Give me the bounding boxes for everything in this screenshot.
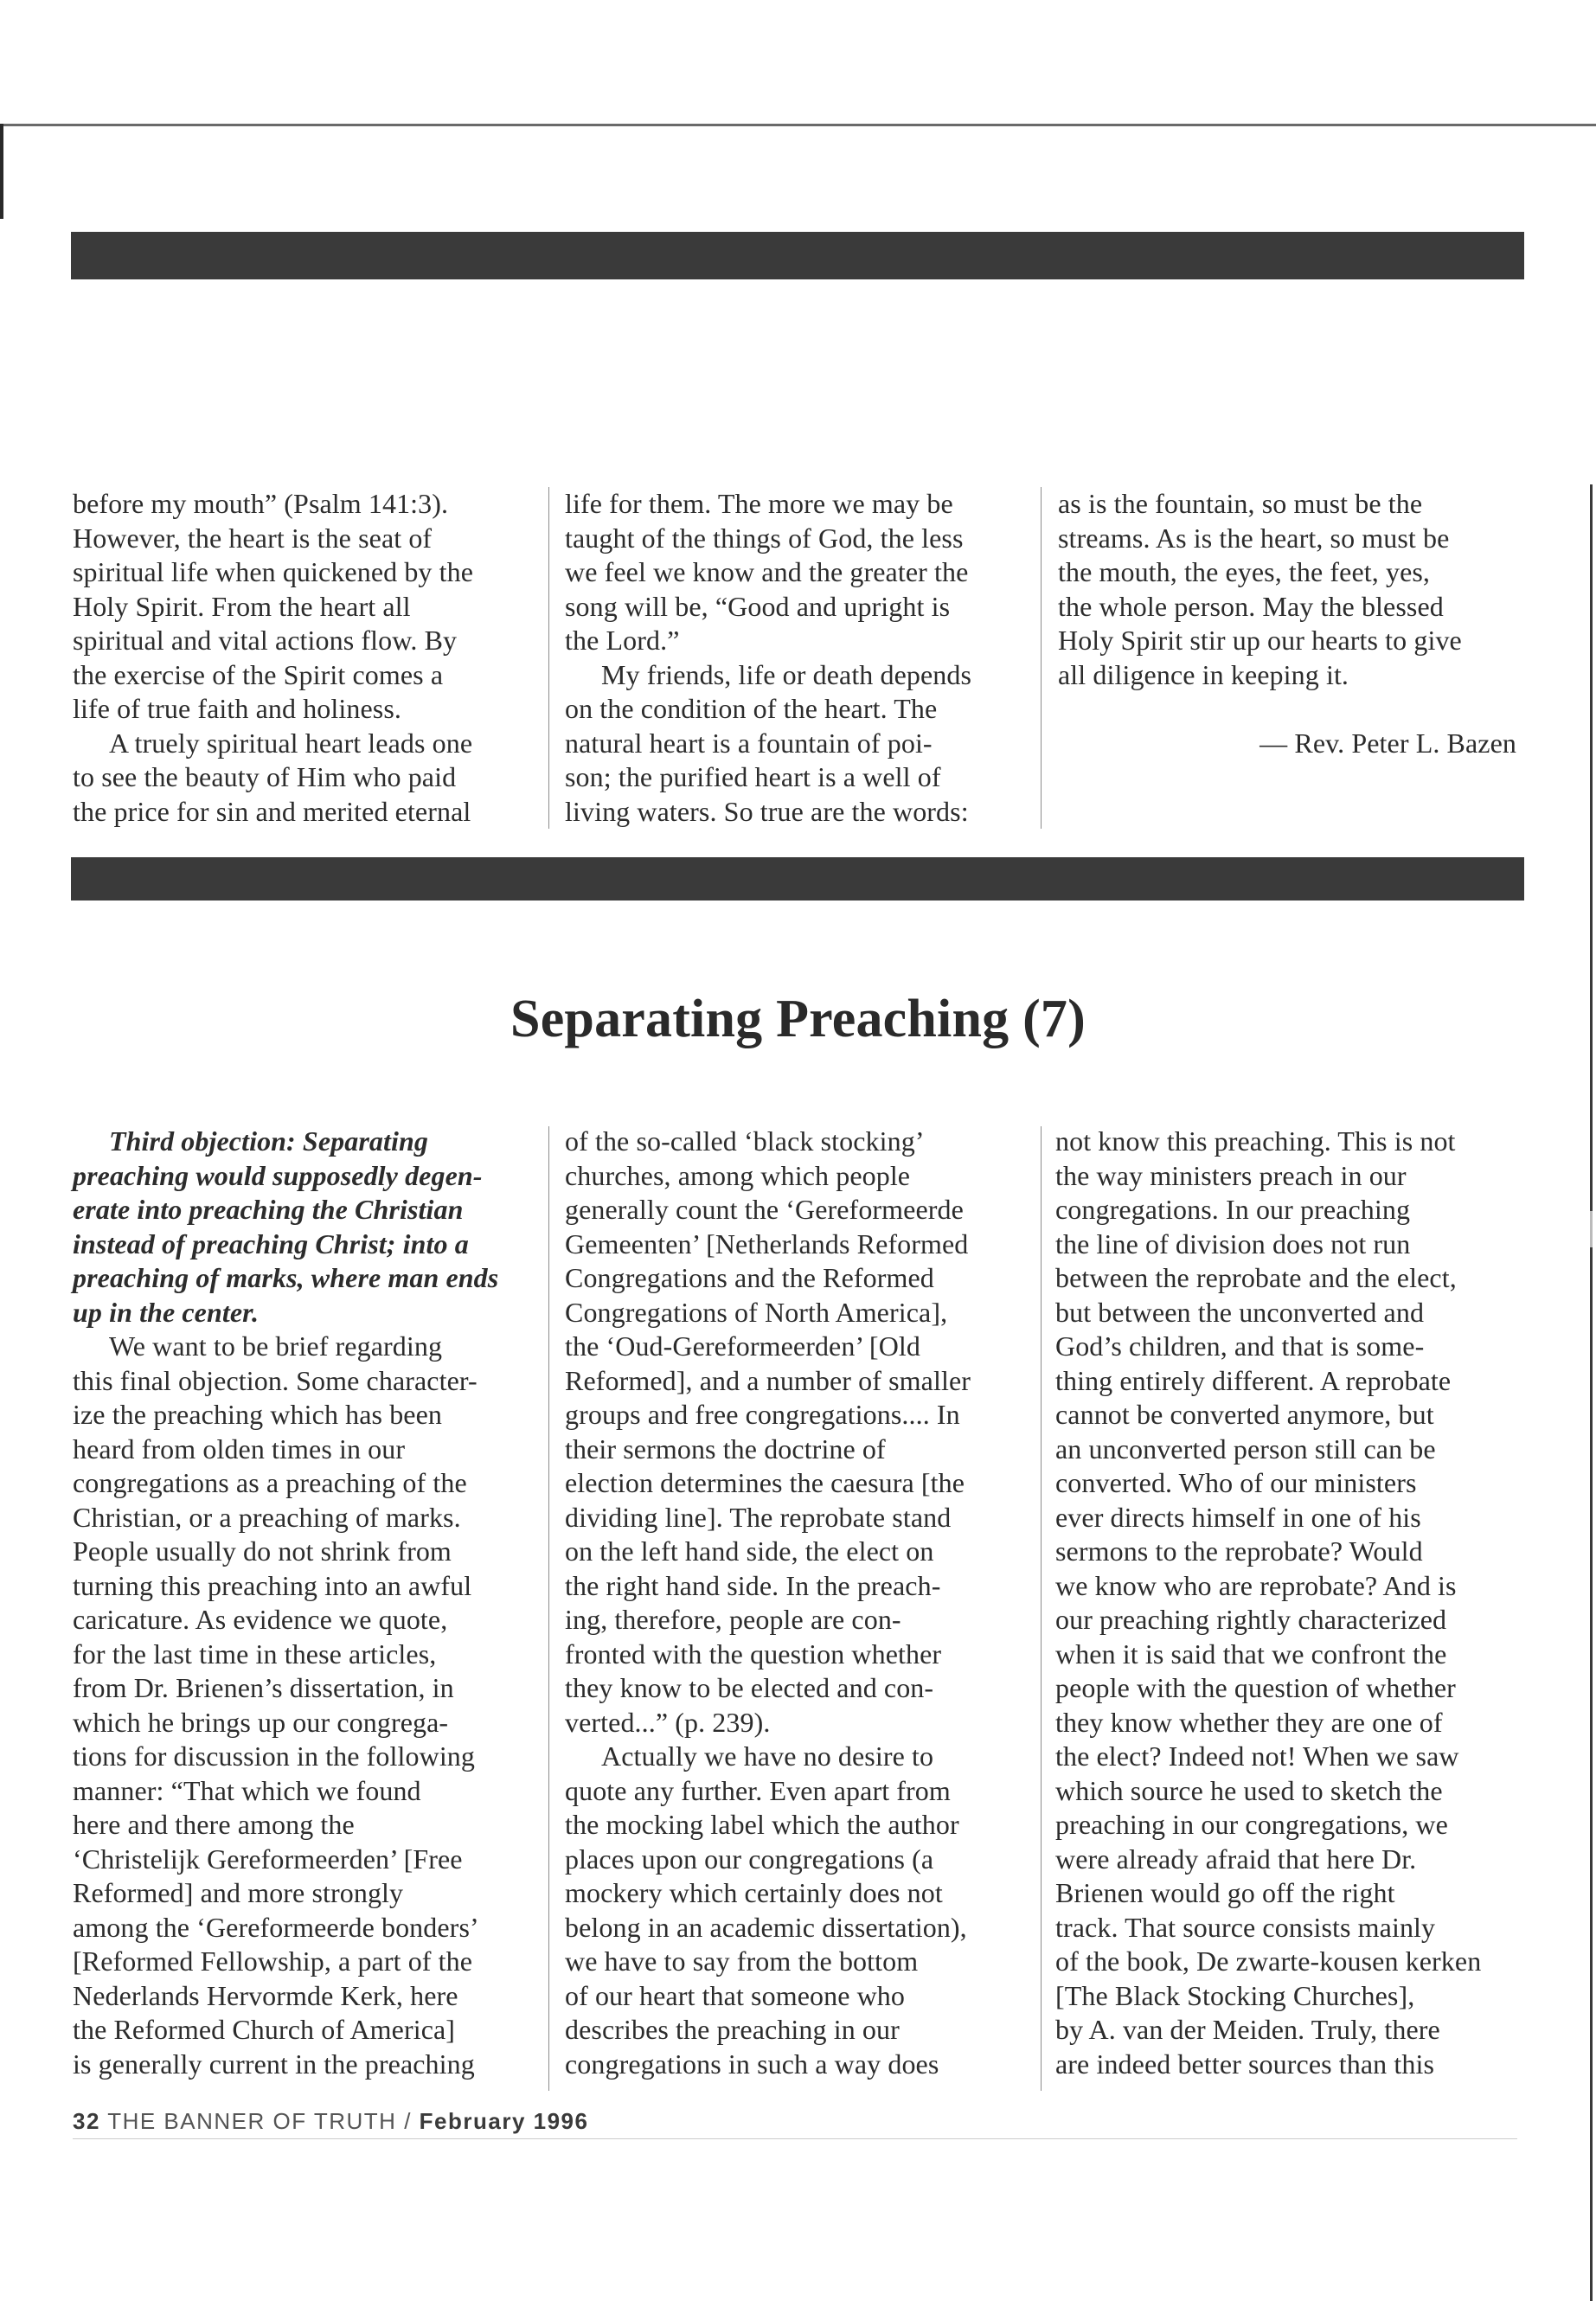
text-line: Reformed] and more strongly [73, 1877, 404, 1908]
text-line: places upon our congregations (a [565, 1843, 934, 1875]
scan-page-edge-top [0, 124, 1596, 126]
text-line: preaching in our congregations, we [1055, 1809, 1448, 1840]
text-line: People usually do not shrink from [73, 1535, 452, 1567]
text-line: spiritual and vital actions flow. By [73, 625, 458, 656]
text-line: of the so-called ‘black stocking’ [565, 1125, 925, 1157]
text-line: of the book, De zwarte-kousen kerken [1055, 1945, 1482, 1977]
signature-spacer [1058, 692, 1516, 727]
text-line: on the left hand side, the elect on [565, 1535, 934, 1567]
text-line: among the ‘Gereformeerde bonders’ [73, 1911, 479, 1943]
text-line: the elect? Indeed not! When we saw [1055, 1740, 1459, 1772]
text-line: cannot be converted anymore, but [1055, 1399, 1434, 1430]
text-line: congregations as a preaching of the [73, 1467, 467, 1498]
text-line: life for them. The more we may be [565, 488, 953, 519]
text-line: song will be, “Good and upright is [565, 590, 951, 622]
footer-separator: / [404, 2108, 412, 2134]
text-line: of our heart that someone who [565, 1979, 906, 2011]
text-line: to see the beauty of Him who paid [73, 761, 457, 792]
issue-date: February 1996 [419, 2108, 589, 2134]
text-line: we feel we know and the greater the [565, 556, 969, 587]
text-line: Holy Spirit stir up our hearts to give [1058, 625, 1462, 656]
article2-column-2 [565, 1125, 1030, 2081]
text-line: ing, therefore, people are con- [565, 1604, 901, 1635]
objection-line: preaching would supposedly degen- [73, 1159, 483, 1191]
text-line: before my mouth” (Psalm 141:3). [73, 488, 449, 519]
text-line: are indeed better sources than this [1055, 2048, 1434, 2080]
text-line: they know whether they are one of [1055, 1706, 1443, 1738]
text-line: the Reformed Church of America] [73, 2014, 456, 2045]
text-line: track. That source consists mainly [1055, 1911, 1436, 1943]
text-line: Christian, or a preaching of marks. [73, 1501, 461, 1533]
text-line: We want to be brief regarding [109, 1330, 443, 1362]
text-line: their sermons the doctrine of [565, 1433, 886, 1465]
text-line: we know who are reprobate? And is [1055, 1569, 1457, 1601]
text-line: converted. Who of our ministers [1055, 1467, 1417, 1498]
text-line: an unconverted person still can be [1055, 1433, 1436, 1465]
text-line: were already afraid that here Dr. [1055, 1843, 1417, 1875]
text-line: our preaching rightly characterized [1055, 1604, 1447, 1635]
text-line: [The Black Stocking Churches], [1055, 1979, 1415, 2011]
text-line: describes the preaching in our [565, 2014, 900, 2045]
text-line: the price for sin and merited eternal [73, 795, 471, 827]
text-line: all diligence in keeping it. [1058, 658, 1349, 690]
column-divider [548, 1126, 549, 2091]
text-line: we have to say from the bottom [565, 1945, 919, 1977]
text-line: not know this preaching. This is not [1055, 1125, 1456, 1157]
text-line: this final objection. Some character- [73, 1364, 478, 1396]
text-line: which he brings up our congrega- [73, 1706, 449, 1738]
text-line: the Lord.” [565, 625, 680, 656]
text-line: tions for discussion in the following [73, 1740, 476, 1772]
text-line: on the condition of the heart. The [565, 693, 938, 724]
author-signature: — Rev. Peter L. Bazen [1259, 727, 1516, 759]
text-line: the right hand side. In the preach- [565, 1569, 941, 1601]
decorative-band-top [71, 232, 1524, 279]
article1-column-1 [73, 487, 535, 829]
text-line: congregations in such a way does [565, 2048, 939, 2080]
publication-name: THE BANNER OF TRUTH [107, 2108, 397, 2134]
text-line: they know to be elected and con- [565, 1672, 934, 1703]
text-line: is generally current in the preaching [73, 2048, 475, 2080]
text-line: the line of division does not run [1055, 1227, 1411, 1259]
text-line: the whole person. May the blessed [1058, 590, 1444, 622]
article2-column-1 [73, 1125, 535, 2081]
text-line: mockery which certainly does not [565, 1877, 943, 1908]
text-line: manner: “That which we found [73, 1774, 421, 1806]
objection-line: up in the center. [73, 1296, 260, 1328]
text-line: ever directs himself in one of his [1055, 1501, 1421, 1533]
text-line: turning this preaching into an awful [73, 1569, 472, 1601]
text-line: A truely spiritual heart leads one [109, 727, 473, 759]
text-line: the exercise of the Spirit comes a [73, 658, 444, 690]
objection-line: instead of preaching Christ; into a [73, 1227, 469, 1259]
text-line: heard from olden times in our [73, 1433, 406, 1465]
text-line: ize the preaching which has been [73, 1399, 443, 1430]
scan-page-edge-right [1590, 484, 1593, 2301]
text-line: the mocking label which the author [565, 1809, 959, 1840]
text-line: caricature. As evidence we quote, [73, 1604, 448, 1635]
page-footer [73, 2108, 588, 2135]
text-line: verted...” (p. 239). [565, 1706, 771, 1738]
article1-column-3 [1058, 487, 1516, 760]
column-divider [548, 487, 549, 829]
text-line: congregations. In our preaching [1055, 1194, 1411, 1225]
text-line: the mouth, the eyes, the feet, yes, [1058, 556, 1431, 587]
text-line: Brienen would go off the right [1055, 1877, 1395, 1908]
text-line: for the last time in these articles, [73, 1638, 437, 1670]
objection-line: preaching of marks, where man ends [73, 1262, 499, 1293]
text-line: dividing line]. The reprobate stand [565, 1501, 952, 1533]
footer-rule [73, 2138, 1517, 2139]
objection-line: Third objection: Separating [109, 1125, 428, 1157]
text-line: but between the unconverted and [1055, 1296, 1425, 1328]
text-line: My friends, life or death depends [601, 658, 972, 690]
scan-page-edge-left [0, 124, 3, 219]
text-line: fronted with the question whether [565, 1638, 942, 1670]
text-line: Gemeenten’ [Netherlands Reformed [565, 1227, 969, 1259]
text-line: generally count the ‘Gereformeerde [565, 1194, 964, 1225]
text-line: belong in an academic dissertation), [565, 1911, 967, 1943]
text-line: Nederlands Hervormde Kerk, here [73, 1979, 458, 2011]
text-line: spiritual life when quickened by the [73, 556, 474, 587]
article2-column-3 [1055, 1125, 1518, 2081]
text-line: life of true faith and holiness. [73, 693, 401, 724]
text-line: by A. van der Meiden. Truly, there [1055, 2014, 1440, 2045]
text-line: Holy Spirit. From the heart all [73, 590, 411, 622]
text-line: people with the question of whether [1055, 1672, 1456, 1703]
text-line: ‘Christelijk Gereformeerden’ [Free [73, 1843, 463, 1875]
article1-column-2 [565, 487, 1030, 829]
text-line: living waters. So true are the words: [565, 795, 969, 827]
text-line: quote any further. Even apart from [565, 1774, 951, 1806]
column-divider [1041, 1126, 1042, 2091]
objection-line: erate into preaching the Christian [73, 1194, 464, 1225]
text-line: streams. As is the heart, so must be [1058, 522, 1450, 554]
text-line: which source he used to sketch the [1055, 1774, 1443, 1806]
text-line: Actually we have no desire to [601, 1740, 934, 1772]
text-line: God’s children, and that is some- [1055, 1330, 1425, 1362]
text-line: here and there among the [73, 1809, 355, 1840]
article-title: Separating Preaching (7) [510, 990, 1086, 1048]
text-line: natural heart is a fountain of poi- [565, 727, 933, 759]
text-line: the way ministers preach in our [1055, 1159, 1407, 1191]
text-line: election determines the caesura [the [565, 1467, 965, 1498]
text-line: Reformed], and a number of smaller [565, 1364, 971, 1396]
page-number: 32 [73, 2108, 100, 2134]
text-line: son; the purified heart is a well of [565, 761, 941, 792]
text-line: as is the fountain, so must be the [1058, 488, 1423, 519]
text-line: the ‘Oud-Gereformeerden’ [Old [565, 1330, 920, 1362]
text-line: between the reprobate and the elect, [1055, 1262, 1457, 1293]
text-line: Congregations and the Reformed [565, 1262, 934, 1293]
text-line: from Dr. Brienen’s dissertation, in [73, 1672, 454, 1703]
column-divider [1041, 487, 1042, 829]
text-line: sermons to the reprobate? Would [1055, 1535, 1423, 1567]
text-line: taught of the things of God, the less [565, 522, 964, 554]
text-line: when it is said that we confront the [1055, 1638, 1447, 1670]
text-line: groups and free congregations.... In [565, 1399, 960, 1430]
text-line: [Reformed Fellowship, a part of the [73, 1945, 473, 1977]
decorative-band-middle [71, 857, 1524, 901]
text-line: churches, among which people [565, 1159, 911, 1191]
text-line: Congregations of North America], [565, 1296, 948, 1328]
text-line: thing entirely different. A reprobate [1055, 1364, 1452, 1396]
text-line: However, the heart is the seat of [73, 522, 433, 554]
